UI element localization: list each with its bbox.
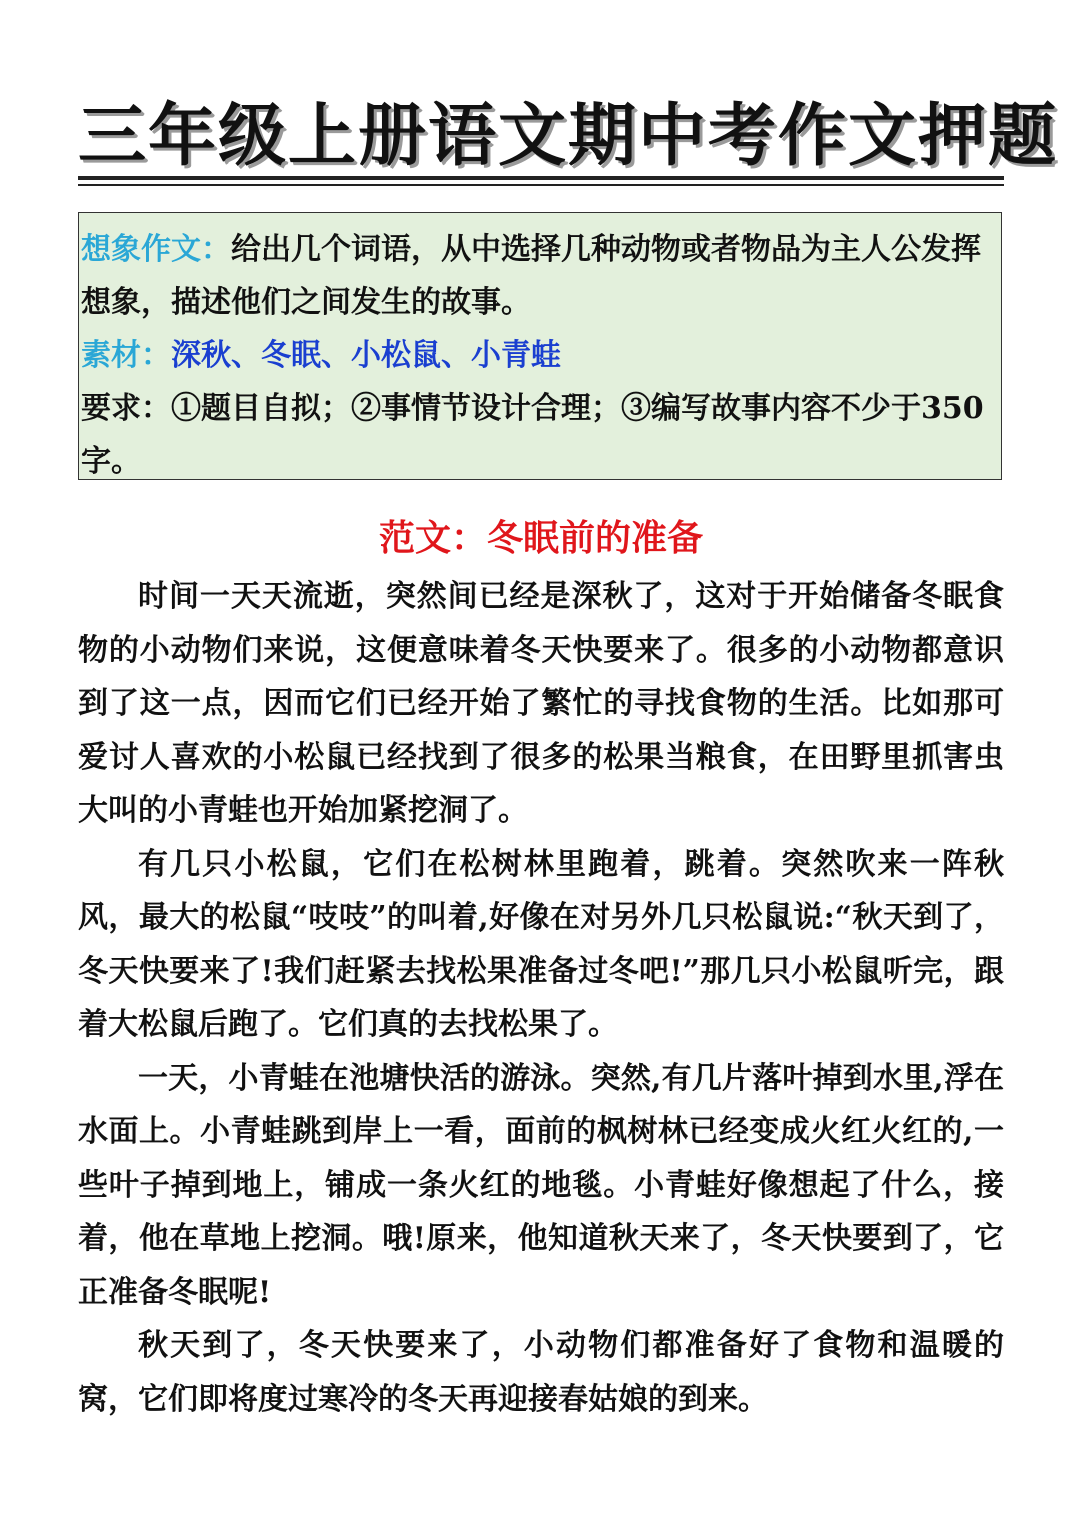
prompt-box xyxy=(78,212,1002,480)
title-underline-thin xyxy=(78,184,1004,186)
essay-paragraph-4: 秋天到了，冬天快要来了，小动物们都准备好了食物和温暖的窝，它们即将度过寒冷的冬天再迎接春姑娘的到来。 xyxy=(78,1328,1004,1417)
essay-paragraph-1: 时间一天天流逝，突然间已经是深秋了，这对于开始储备冬眠食物的小动物们来说，这便意味着冬天快要来了。很多的小动物都意识到了这一点，因而它们已经开始了繁忙的寻找食物的生活。比如那可爱讨人喜欢的小松鼠已经找到了很多的松果当粮食，在田野里抓害虫大叫的小青蛙也开始加紧挖洞了。 xyxy=(78,579,1004,828)
prompt-requirement-text: ①题目自拟；②事情节设计合理；③编写故事内容不少于350字。 xyxy=(81,391,984,479)
essay-paragraph-2: 有几只小松鼠，它们在松树林里跑着，跳着。突然吹来一阵秋风，最大的松鼠“吱吱”的叫着,好像在对另外几只松鼠说:“秋天到了，冬天快要来了!我们赶紧去找松果准备过冬吧!”那几只小松鼠听完，跟着大松鼠后跑了。它们真的去找松果了。 xyxy=(78,846,1004,1042)
prompt-requirement-line xyxy=(81,382,995,488)
essay-body xyxy=(78,570,1004,1426)
prompt-type-text: 给出几个词语，从中选择几种动物或者物品为主人公发挥想象，描述他们之间发生的故事。 xyxy=(81,232,981,320)
prompt-material-line xyxy=(81,329,995,382)
essay-title: 范文：冬眠前的准备 xyxy=(378,517,703,559)
prompt-material-text: 深秋、冬眠、小松鼠、小青蛙 xyxy=(171,338,561,373)
prompt-type-label: 想象作文： xyxy=(81,232,231,267)
prompt-material-label: 素材： xyxy=(81,338,171,373)
title-underline-thick xyxy=(78,176,1004,180)
page-title: 三年级上册语文期中考作文押题 xyxy=(78,96,1059,176)
prompt-requirement-label: 要求： xyxy=(81,391,171,426)
essay-paragraph-3: 一天，小青蛙在池塘快活的游泳。突然,有几片落叶掉到水里,浮在水面上。小青蛙跳到岸上一看，面前的枫树林已经变成火红火红的,一些叶子掉到地上，铺成一条火红的地毯。小青蛙好像想起了什么，接着，他在草地上挖洞。哦!原来，他知道秋天来了，冬天快要到了，它正准备冬眠呢! xyxy=(78,1060,1004,1310)
prompt-type-line xyxy=(81,223,995,329)
